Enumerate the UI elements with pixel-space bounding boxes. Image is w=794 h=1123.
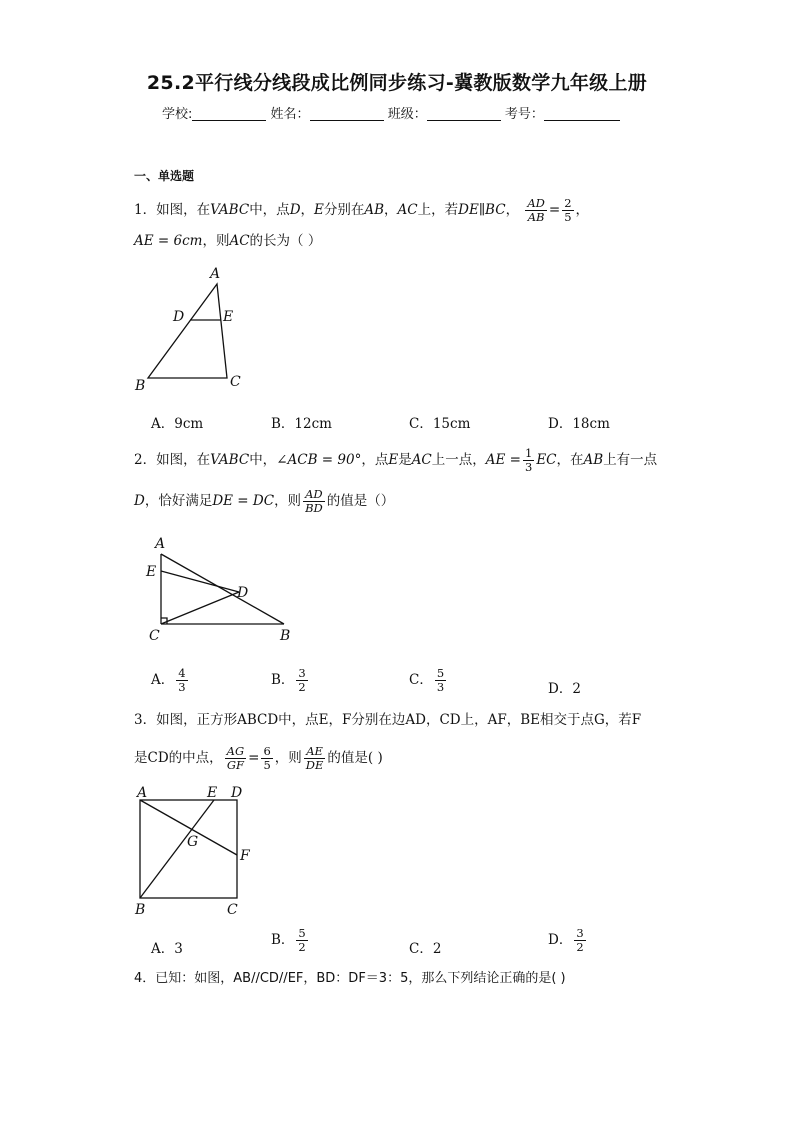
q2-option-b-den: 2 bbox=[298, 680, 306, 695]
q1-text: ， bbox=[384, 202, 398, 219]
q3-option-d[interactable] bbox=[548, 927, 588, 954]
q2-frac-num: 1 bbox=[525, 446, 533, 460]
q2-option-a[interactable] bbox=[151, 667, 190, 694]
q3-text: 是CD的中点， bbox=[134, 750, 223, 767]
q2-label-a: A bbox=[155, 536, 166, 552]
q2-ae: AE = bbox=[485, 452, 521, 469]
q1-frac-den: AB bbox=[527, 210, 545, 225]
q3-ratio-ae-de bbox=[304, 745, 326, 772]
q2-label-d: D bbox=[237, 585, 249, 601]
q1-text: ， bbox=[575, 202, 590, 219]
student-info-line bbox=[162, 103, 620, 122]
school-label: 学校: bbox=[162, 107, 193, 122]
q3-option-b-frac bbox=[296, 927, 307, 954]
question-2-line-1 bbox=[134, 447, 657, 474]
q2-text: ，恰好满足 bbox=[144, 493, 213, 510]
q2-label-c: C bbox=[149, 628, 160, 644]
q2-text: ，则 bbox=[274, 493, 302, 510]
q2-number: 2．如图，在 bbox=[134, 452, 211, 469]
q1-seg-ac: AC bbox=[397, 202, 418, 219]
q1-text: 分别在 bbox=[323, 202, 365, 219]
q3-ratio-value bbox=[261, 745, 272, 772]
q2-figure bbox=[140, 532, 310, 644]
q1-val-den: 5 bbox=[564, 210, 572, 225]
q3-option-d-num: 3 bbox=[576, 926, 584, 940]
q1-option-c[interactable]: C．15cm bbox=[409, 416, 471, 432]
q1-label-b: B bbox=[135, 378, 146, 394]
q3-label-e: E bbox=[207, 785, 218, 801]
q3-label-c: C bbox=[227, 902, 238, 918]
q1-text: ， bbox=[505, 202, 520, 219]
q1-text: 上，若 bbox=[417, 202, 459, 219]
q1-text: 的长为（ ） bbox=[249, 233, 322, 249]
q3-label-b: B bbox=[135, 902, 146, 918]
question-4-line-1: 4．已知：如图，AB//CD//EF，BD：DF＝3：5，那么下列结论正确的是( ) bbox=[134, 971, 566, 986]
q2-option-c-label: C． bbox=[409, 672, 433, 689]
q2-label-b: B bbox=[280, 628, 291, 644]
q2-text: ，在 bbox=[556, 452, 584, 469]
q3-frac-den: GF bbox=[226, 758, 244, 773]
name-label: 姓名： bbox=[270, 107, 310, 122]
q3-val-num: 6 bbox=[263, 744, 271, 758]
q2-fraction bbox=[523, 447, 534, 474]
q2-text: ，点 bbox=[361, 452, 389, 469]
q1-label-a: A bbox=[210, 266, 221, 282]
q3-option-b-num: 5 bbox=[298, 926, 306, 940]
q3-text: ，则 bbox=[274, 750, 302, 767]
q3-option-a[interactable]: A．3 bbox=[151, 941, 183, 957]
q1-seg-ac: AC bbox=[229, 233, 250, 249]
question-2-line-2 bbox=[134, 488, 394, 515]
number-blank[interactable] bbox=[544, 106, 620, 121]
q1-point-e: E bbox=[314, 202, 324, 219]
q2-option-c-num: 5 bbox=[436, 666, 445, 680]
q2-ec: EC bbox=[536, 452, 557, 469]
q1-text: ， bbox=[300, 202, 315, 219]
q3-option-d-label: D． bbox=[548, 932, 573, 949]
q3-option-b-label: B． bbox=[271, 932, 295, 949]
q2-option-b-frac bbox=[296, 667, 307, 694]
q2-option-c[interactable] bbox=[409, 667, 448, 694]
q2-option-c-den: 3 bbox=[436, 680, 445, 695]
q2-point-e: E bbox=[388, 452, 399, 469]
q1-value bbox=[562, 197, 573, 224]
q1-eq: = bbox=[548, 202, 561, 219]
q3-option-d-den: 2 bbox=[576, 940, 584, 955]
class-blank[interactable] bbox=[427, 106, 501, 121]
q2-ratio-den: BD bbox=[305, 501, 323, 516]
q2-text: 的值是（） bbox=[326, 493, 395, 510]
q2-ratio-num: AD bbox=[305, 487, 323, 501]
q2-triangle: VABC bbox=[210, 452, 250, 469]
q3-figure bbox=[130, 784, 260, 919]
q3-label-a: A bbox=[137, 785, 148, 801]
section-title: 一、单选题 bbox=[134, 169, 195, 183]
q3-label-g: G bbox=[187, 834, 199, 850]
q1-fraction bbox=[525, 197, 547, 224]
q2-text: 上有一点 bbox=[603, 452, 658, 469]
q3-val-den: 5 bbox=[263, 758, 271, 773]
q2-option-d[interactable]: D．2 bbox=[548, 681, 581, 697]
q2-option-a-num: 4 bbox=[178, 666, 186, 680]
question-3-line-1 bbox=[134, 714, 641, 728]
q1-option-d[interactable]: D．18cm bbox=[548, 416, 610, 432]
q2-point-d: D bbox=[134, 493, 145, 510]
q2-text: 是 bbox=[398, 452, 412, 469]
q1-option-b[interactable]: B．12cm bbox=[271, 416, 332, 432]
q3-ratio-ag-gf bbox=[225, 745, 247, 772]
q1-text: ，则 bbox=[202, 233, 230, 249]
q2-text: 上一点， bbox=[431, 452, 486, 469]
number-label: 考号： bbox=[504, 107, 544, 122]
q2-frac-den: 3 bbox=[525, 460, 533, 475]
q3-segment-be bbox=[140, 800, 214, 898]
q1-text: 中，点 bbox=[249, 202, 290, 219]
q1-number: 1．如图，在 bbox=[134, 202, 211, 219]
q2-label-e: E bbox=[146, 564, 157, 580]
q1-triangle-shape bbox=[148, 284, 227, 378]
q1-option-a[interactable]: A．9cm bbox=[151, 416, 204, 432]
q3-text: 的值是( ) bbox=[327, 750, 383, 767]
q2-option-b[interactable] bbox=[271, 667, 310, 694]
q2-segment-ed bbox=[161, 571, 239, 592]
q2-option-a-frac bbox=[176, 667, 187, 694]
q2-expr: DE = DC bbox=[212, 493, 275, 510]
q3-frac-num: AG bbox=[226, 744, 245, 758]
q2-option-c-frac bbox=[435, 667, 446, 694]
q2-angle: ∠ACB = 90° bbox=[276, 452, 362, 469]
q1-label-d: D bbox=[173, 309, 185, 325]
q1-ae-expr: AE = 6cm bbox=[134, 233, 203, 249]
question-1-line-2 bbox=[134, 235, 321, 249]
page-title: 25.2平行线分线段成比例同步练习-冀教版数学九年级上册 bbox=[146, 72, 648, 94]
q1-val-num: 2 bbox=[564, 196, 572, 210]
q1-label-e: E bbox=[223, 309, 234, 325]
q3-option-d-frac bbox=[574, 927, 585, 954]
q2-seg-ab: AB bbox=[583, 452, 604, 469]
q2-seg-ac: AC bbox=[411, 452, 432, 469]
q2-ratio bbox=[303, 488, 325, 515]
q2-side-ab bbox=[161, 554, 284, 624]
q3-ask-den: DE bbox=[305, 758, 324, 773]
q3-eq: = bbox=[248, 750, 260, 767]
q2-segment-cd bbox=[161, 592, 239, 624]
q1-triangle: VABC bbox=[210, 202, 250, 219]
question-1-line-1 bbox=[134, 197, 589, 224]
q2-option-a-label: A． bbox=[151, 672, 175, 689]
q3-label-d: D bbox=[231, 785, 243, 801]
q1-frac-num: AD bbox=[527, 196, 545, 210]
class-label: 班级： bbox=[387, 107, 427, 122]
q3-option-b-den: 2 bbox=[298, 940, 306, 955]
name-blank[interactable] bbox=[310, 106, 384, 121]
q1-figure bbox=[130, 262, 260, 397]
q2-option-b-label: B． bbox=[271, 672, 295, 689]
q1-point-d: D bbox=[289, 202, 301, 219]
q3-text: 3．如图，正方形ABCD中，点E，F分别在边AD，CD上，AF，BE相交于点G，若F bbox=[134, 712, 642, 728]
school-blank[interactable] bbox=[192, 106, 266, 121]
q2-option-b-num: 3 bbox=[298, 666, 306, 680]
q2-text: 中， bbox=[249, 452, 277, 469]
q2-option-a-den: 3 bbox=[178, 680, 186, 695]
q3-label-f: F bbox=[240, 848, 250, 864]
q3-option-b[interactable] bbox=[271, 927, 310, 954]
q3-ask-num: AE bbox=[306, 744, 323, 758]
q1-label-c: C bbox=[230, 374, 241, 390]
q1-parallel: DE∥BC bbox=[458, 202, 506, 219]
q1-seg-ab: AB bbox=[364, 202, 385, 219]
question-3-line-2 bbox=[134, 745, 383, 772]
q3-option-c[interactable]: C．2 bbox=[409, 941, 442, 957]
